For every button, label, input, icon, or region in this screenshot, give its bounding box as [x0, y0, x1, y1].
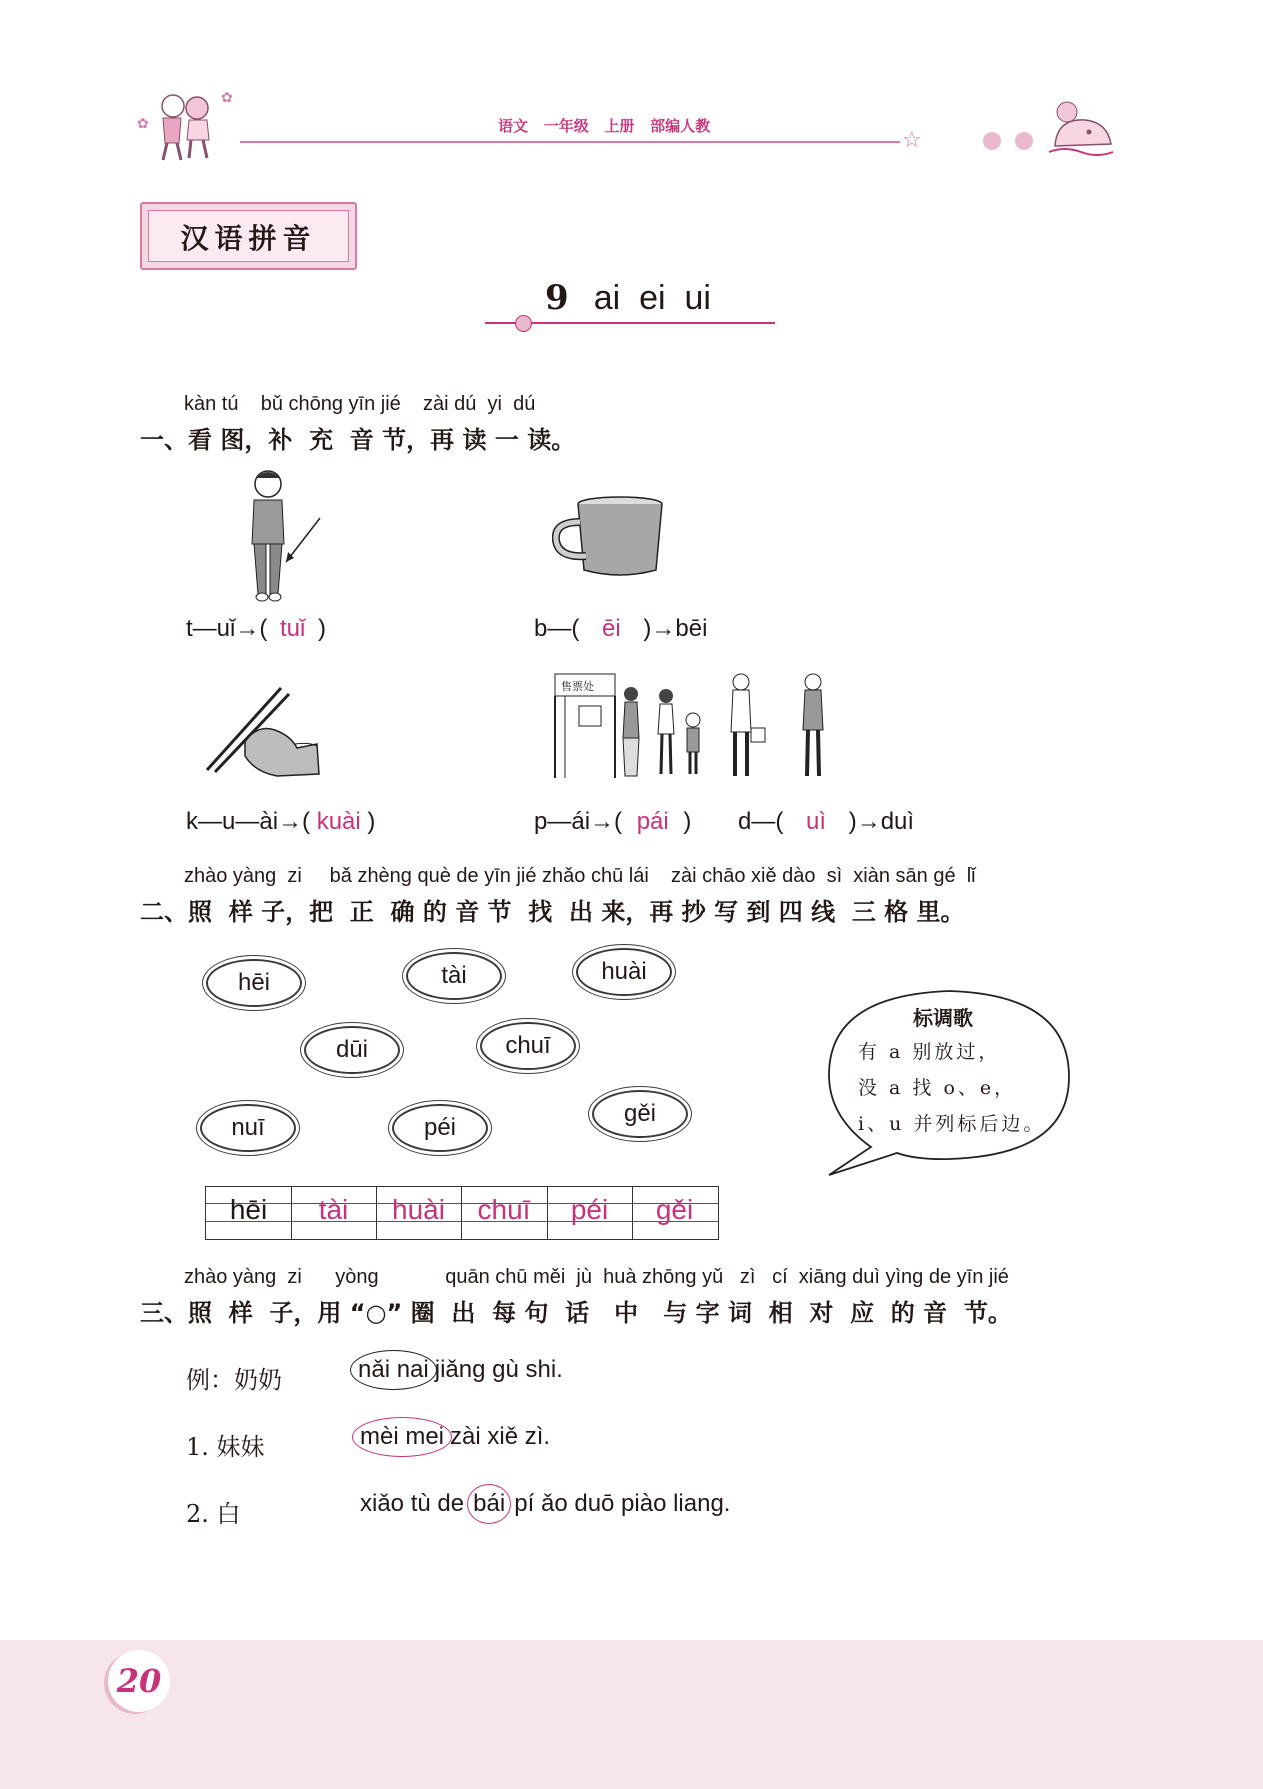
sentence-pinyin: pí ǎo duō piào liang.	[514, 1490, 731, 1517]
cup-illustration	[552, 496, 670, 580]
grid-cell-answer: huài	[376, 1187, 462, 1239]
q1-answer: ēi	[602, 615, 621, 642]
kids-illustration	[135, 88, 245, 168]
sentence-pinyin: jiǎng gù shi.	[434, 1356, 563, 1383]
page-number: 20	[116, 1662, 162, 1700]
svg-text:✿: ✿	[137, 116, 149, 132]
q1-item: k—u—ài→( kuài )	[186, 808, 376, 835]
q1-answer: uì	[806, 808, 827, 835]
answer-circle	[352, 1417, 452, 1457]
q1-answer: tuǐ	[280, 615, 306, 642]
pinyin-cloud: gěi	[592, 1090, 688, 1138]
lesson-title	[545, 278, 711, 318]
grid-cell-answer: péi	[547, 1187, 633, 1239]
section-label: 汉语拼音	[180, 222, 317, 255]
footer-band	[0, 1640, 1263, 1789]
q3-title: 三、照 样 子，用 “○” 圈 出 每 句 话 中 与 字 词 相 对 应 的 音 节。	[140, 1299, 1012, 1327]
pinyin-cloud: huài	[576, 948, 672, 996]
q3-row-label: 1. 妹妹	[186, 1433, 265, 1461]
q3-row	[354, 1423, 550, 1461]
q1-title: 一、看 图，补 充 音 节，再 读 一 读。	[140, 426, 576, 454]
q3-row-label: 例：奶奶	[186, 1366, 282, 1394]
pinyin-cloud: péi	[392, 1104, 488, 1152]
whale-illustration	[1045, 96, 1117, 160]
four-line-grid	[205, 1186, 719, 1240]
q3-row	[360, 1490, 730, 1528]
lesson-name: ai ei ui	[593, 279, 711, 317]
sentence-pinyin: xiǎo tù de	[360, 1490, 465, 1517]
q3-row	[352, 1356, 563, 1394]
section-label-box	[140, 202, 357, 270]
boy-illustration	[240, 466, 330, 604]
grid-cell-answer: gěi	[655, 1194, 694, 1225]
pinyin-cloud: hēi	[206, 959, 302, 1007]
answer-circle	[350, 1350, 437, 1390]
dot-icon	[983, 132, 1001, 150]
pinyin-cloud: nuī	[200, 1104, 296, 1152]
lesson-number: 9	[545, 278, 569, 318]
q1-item: t—uǐ→( tuǐ )	[186, 615, 327, 642]
q3-pinyin: zhào yàng zi yòng quān chū měi jù huà zhōng yǔ zì cí xiāng duì yìng de yīn jié	[184, 1266, 1009, 1288]
speech-line: 有 a 别放过，	[858, 1041, 1001, 1063]
page-number-badge	[108, 1650, 170, 1712]
circled-syllable: mèi mei	[360, 1423, 445, 1450]
q1-item: b—( ēi )→bēi	[534, 615, 708, 642]
dot-icon	[515, 315, 532, 332]
pinyin-cloud: chuī	[480, 1022, 576, 1070]
circled-syllable: nǎi nai	[358, 1356, 429, 1383]
grid-cell-example: hēi	[206, 1187, 292, 1239]
speech-line: 没 a 找 o、e，	[858, 1077, 1017, 1099]
grid-cell-answer: chuī	[461, 1187, 548, 1239]
speech-line: i、u 并列标后边。	[858, 1113, 1046, 1135]
grid-cell-answer: tài	[291, 1187, 377, 1239]
chopsticks-illustration	[205, 686, 323, 778]
svg-text:✿: ✿	[221, 90, 233, 106]
q2-pinyin: zhào yàng zi bǎ zhèng què de yīn jié zhǎo chū lái zài chāo xiě dào sì xiàn sān gé lǐ	[184, 865, 976, 887]
q1-answer: pái	[636, 808, 669, 835]
pinyin-cloud: tài	[406, 952, 502, 1000]
speech-title: 标调歌	[913, 1006, 973, 1030]
q1-pinyin: kàn tú bǔ chōng yīn jié zài dú yi dú	[184, 393, 536, 415]
q1-item: p—ái→( pái )	[534, 808, 692, 835]
ticket-sign: 售票处	[561, 680, 594, 693]
sentence-pinyin: zài xiě zì.	[450, 1423, 551, 1450]
header-text: 语文 一年级 上册 部编人教	[498, 117, 711, 135]
star-icon: ☆	[902, 128, 922, 153]
q2-title: 二、照 样 子，把 正 确 的 音 节 找 出 来，再 抄 写 到 四 线 三 格 里。	[140, 898, 965, 926]
answer-circle	[467, 1484, 511, 1524]
dot-icon	[1015, 132, 1033, 150]
header-rule	[240, 141, 900, 143]
queue-illustration	[551, 668, 833, 780]
pinyin-cloud: dūi	[304, 1026, 400, 1074]
circled-syllable: bái	[473, 1490, 506, 1517]
q1-item: d—( uì )→duì	[738, 808, 915, 835]
q3-row-label: 2. 白	[186, 1500, 241, 1528]
q1-answer: kuài	[316, 808, 361, 835]
